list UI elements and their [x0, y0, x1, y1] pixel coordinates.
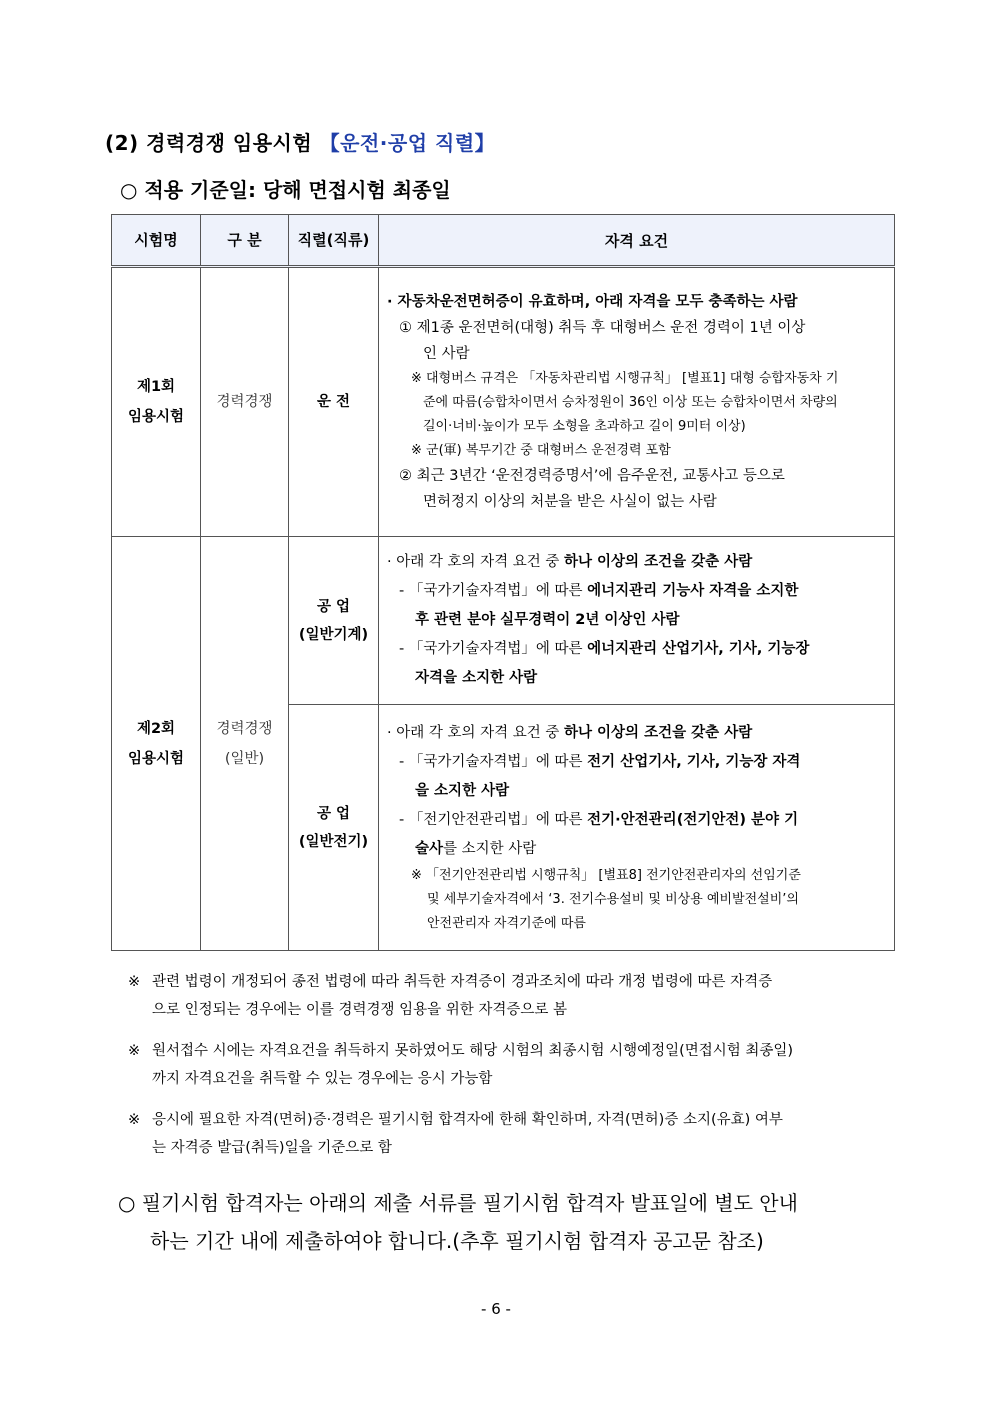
note-line1: 관련 법령이 개정되어 종전 법령에 따라 취득한 자격증이 경과조치에 따라 개정 법령에 따른 자격증 [152, 974, 773, 990]
exam2-elec-note1: ※ 「전기안전관리법 시행규칙」 [별표8] 전기안전관리자의 선임기준 [411, 868, 801, 883]
note-line2: 까지 자격요건을 취득할 수 있는 경우에는 응시 가능함 [152, 1071, 493, 1087]
exam1-name-line1: 제1회 [136, 379, 176, 395]
exam2-mech-item2: - 「국가기술자격법」에 따른 에너지관리 산업기사, 기사, 기능장 [399, 641, 810, 657]
exam2-elec-note2: 및 세부기술자격에서 ‘3. 전기수용설비 및 비상용 예비발전설비’의 [427, 892, 799, 907]
exam2-mech-field-line1: 공 업 [316, 598, 351, 615]
exam2-type-line1: 경력경쟁 [216, 720, 273, 737]
exam1-req-item2: ② 최근 3년간 ‘운전경력증명서’에 음주운전, 교통사고 등으로 [399, 468, 785, 484]
note-line1: 응시에 필요한 자격(면허)증·경력은 필기시험 합격자에 한해 확인하며, 자격(면허)증 소지(유효) 여부 [152, 1112, 783, 1128]
exam2-mech-item1: - 「국가기술자격법」에 따른 에너지관리 기능사 자격을 소지한 [399, 583, 799, 599]
page-number: - 6 - [481, 1300, 511, 1318]
exam2-type [201, 537, 289, 951]
exam2-elec-field [289, 705, 379, 951]
exam2-elec-field-line2: (일반전기) [298, 833, 369, 850]
header-field: 직렬(직류) [289, 215, 379, 267]
exam2-elec-note3: 안전관리자 자격기준에 따름 [427, 916, 586, 931]
exam1-type: 경력경쟁 [201, 267, 289, 537]
header-type: 구 분 [201, 215, 289, 267]
criteria-date: ○ 적용 기준일: 당해 면접시험 최종일 [120, 178, 451, 202]
exam1-req-item1: ① 제1종 운전면허(대형) 취득 후 대형버스 운전 경력이 1년 이상 [399, 320, 806, 336]
submission-notice-line1: ○ 필기시험 합격자는 아래의 제출 서류를 필기시험 합격자 발표일에 별도 안내 [118, 1191, 798, 1215]
exam1-requirements [379, 267, 895, 537]
exam2-name-line1: 제2회 [136, 720, 176, 737]
header-requirements: 자격 요건 [379, 215, 895, 267]
exam2-elec-field-line1: 공 업 [316, 805, 351, 822]
exam2-mech-intro: · 아래 각 호의 자격 요건 중 하나 이상의 조건을 갖춘 사람 [387, 554, 753, 570]
exam2-mech-item1-cont: 후 관련 분야 실무경력이 2년 이상인 사람 [415, 612, 680, 628]
exam1-field: 운 전 [289, 267, 379, 537]
submission-notice-line2: 하는 기간 내에 제출하여야 합니다.(추후 필기시험 합격자 공고문 참조) [150, 1229, 764, 1253]
exam1-name-line2: 임용시험 [127, 409, 185, 425]
notes-list [128, 968, 898, 1175]
exam2-elec-intro: · 아래 각 호의 자격 요건 중 하나 이상의 조건을 갖춘 사람 [387, 725, 753, 741]
exam1-req-item2-cont: 면허정지 이상의 처분을 받은 사실이 없는 사람 [423, 494, 717, 510]
exam2-name-line2: 임용시험 [127, 750, 185, 767]
exam2-elec-requirements [379, 705, 895, 951]
note-line2: 으로 인정되는 경우에는 이를 경력경쟁 임용을 위한 자격증으로 봄 [152, 1002, 568, 1018]
note-line2: 는 자격증 발급(취득)일을 기준으로 함 [152, 1140, 392, 1156]
note-mark: ※ [128, 974, 141, 990]
exam2-mech-field-line2: (일반기계) [298, 626, 369, 643]
note-item [128, 968, 898, 1024]
exam1-req-note2: ※ 군(軍) 복무기간 중 대형버스 운전경력 포함 [411, 443, 671, 458]
exam1-req-intro: · 자동차운전면허증이 유효하며, 아래 자격을 모두 충족하는 사람 [387, 294, 798, 310]
exam2-type-line2: (일반) [224, 750, 265, 767]
exam2-name [112, 537, 201, 951]
exam2-mech-requirements [379, 537, 895, 705]
exam1-req-item1-cont: 인 사람 [423, 346, 470, 362]
exam1-req-note1-cont1: 준에 따름(승합차이면서 승차정원이 36인 이상 또는 승합차이면서 차량의 [423, 395, 838, 410]
exam1-req-note1: ※ 대형버스 규격은 「자동차관리법 시행규칙」 [별표1] 대형 승합자동차 기 [411, 371, 839, 386]
note-mark: ※ [128, 1043, 141, 1059]
exam2-mech-field [289, 537, 379, 705]
note-line1: 원서접수 시에는 자격요건을 취득하지 못하였어도 해당 시험의 최종시험 시행예정일(면접시험 최종일) [152, 1043, 794, 1059]
table-header-row [112, 215, 895, 267]
table-row-exam1 [112, 267, 895, 537]
note-item [128, 1037, 898, 1093]
section-title-prefix: (2) 경력경쟁 임용시험 [105, 131, 313, 155]
submission-notice [118, 1184, 908, 1260]
exam1-req-note1-cont2: 길이·너비·높이가 모두 소형을 초과하고 길이 9미터 이상) [423, 419, 746, 434]
header-exam-name: 시험명 [112, 215, 201, 267]
section-title [105, 127, 495, 156]
section-title-highlight: 【운전·공업 직렬】 [319, 131, 496, 155]
exam2-elec-item2-cont: 술사를 소지한 사람 [415, 841, 537, 857]
exam2-mech-item2-cont: 자격을 소지한 사람 [415, 670, 538, 686]
note-item [128, 1106, 898, 1162]
exam2-elec-item2: - 「전기안전관리법」에 따른 전기·안전관리(전기안전) 분야 기 [399, 812, 799, 828]
exam2-elec-item1: - 「국가기술자격법」에 따른 전기 산업기사, 기사, 기능장 자격 [399, 754, 801, 770]
note-mark: ※ [128, 1112, 141, 1128]
exam2-elec-item1-cont: 을 소지한 사람 [415, 783, 510, 799]
requirements-table [111, 214, 895, 951]
exam1-name [112, 267, 201, 537]
table-row-exam2-mech [112, 537, 895, 705]
